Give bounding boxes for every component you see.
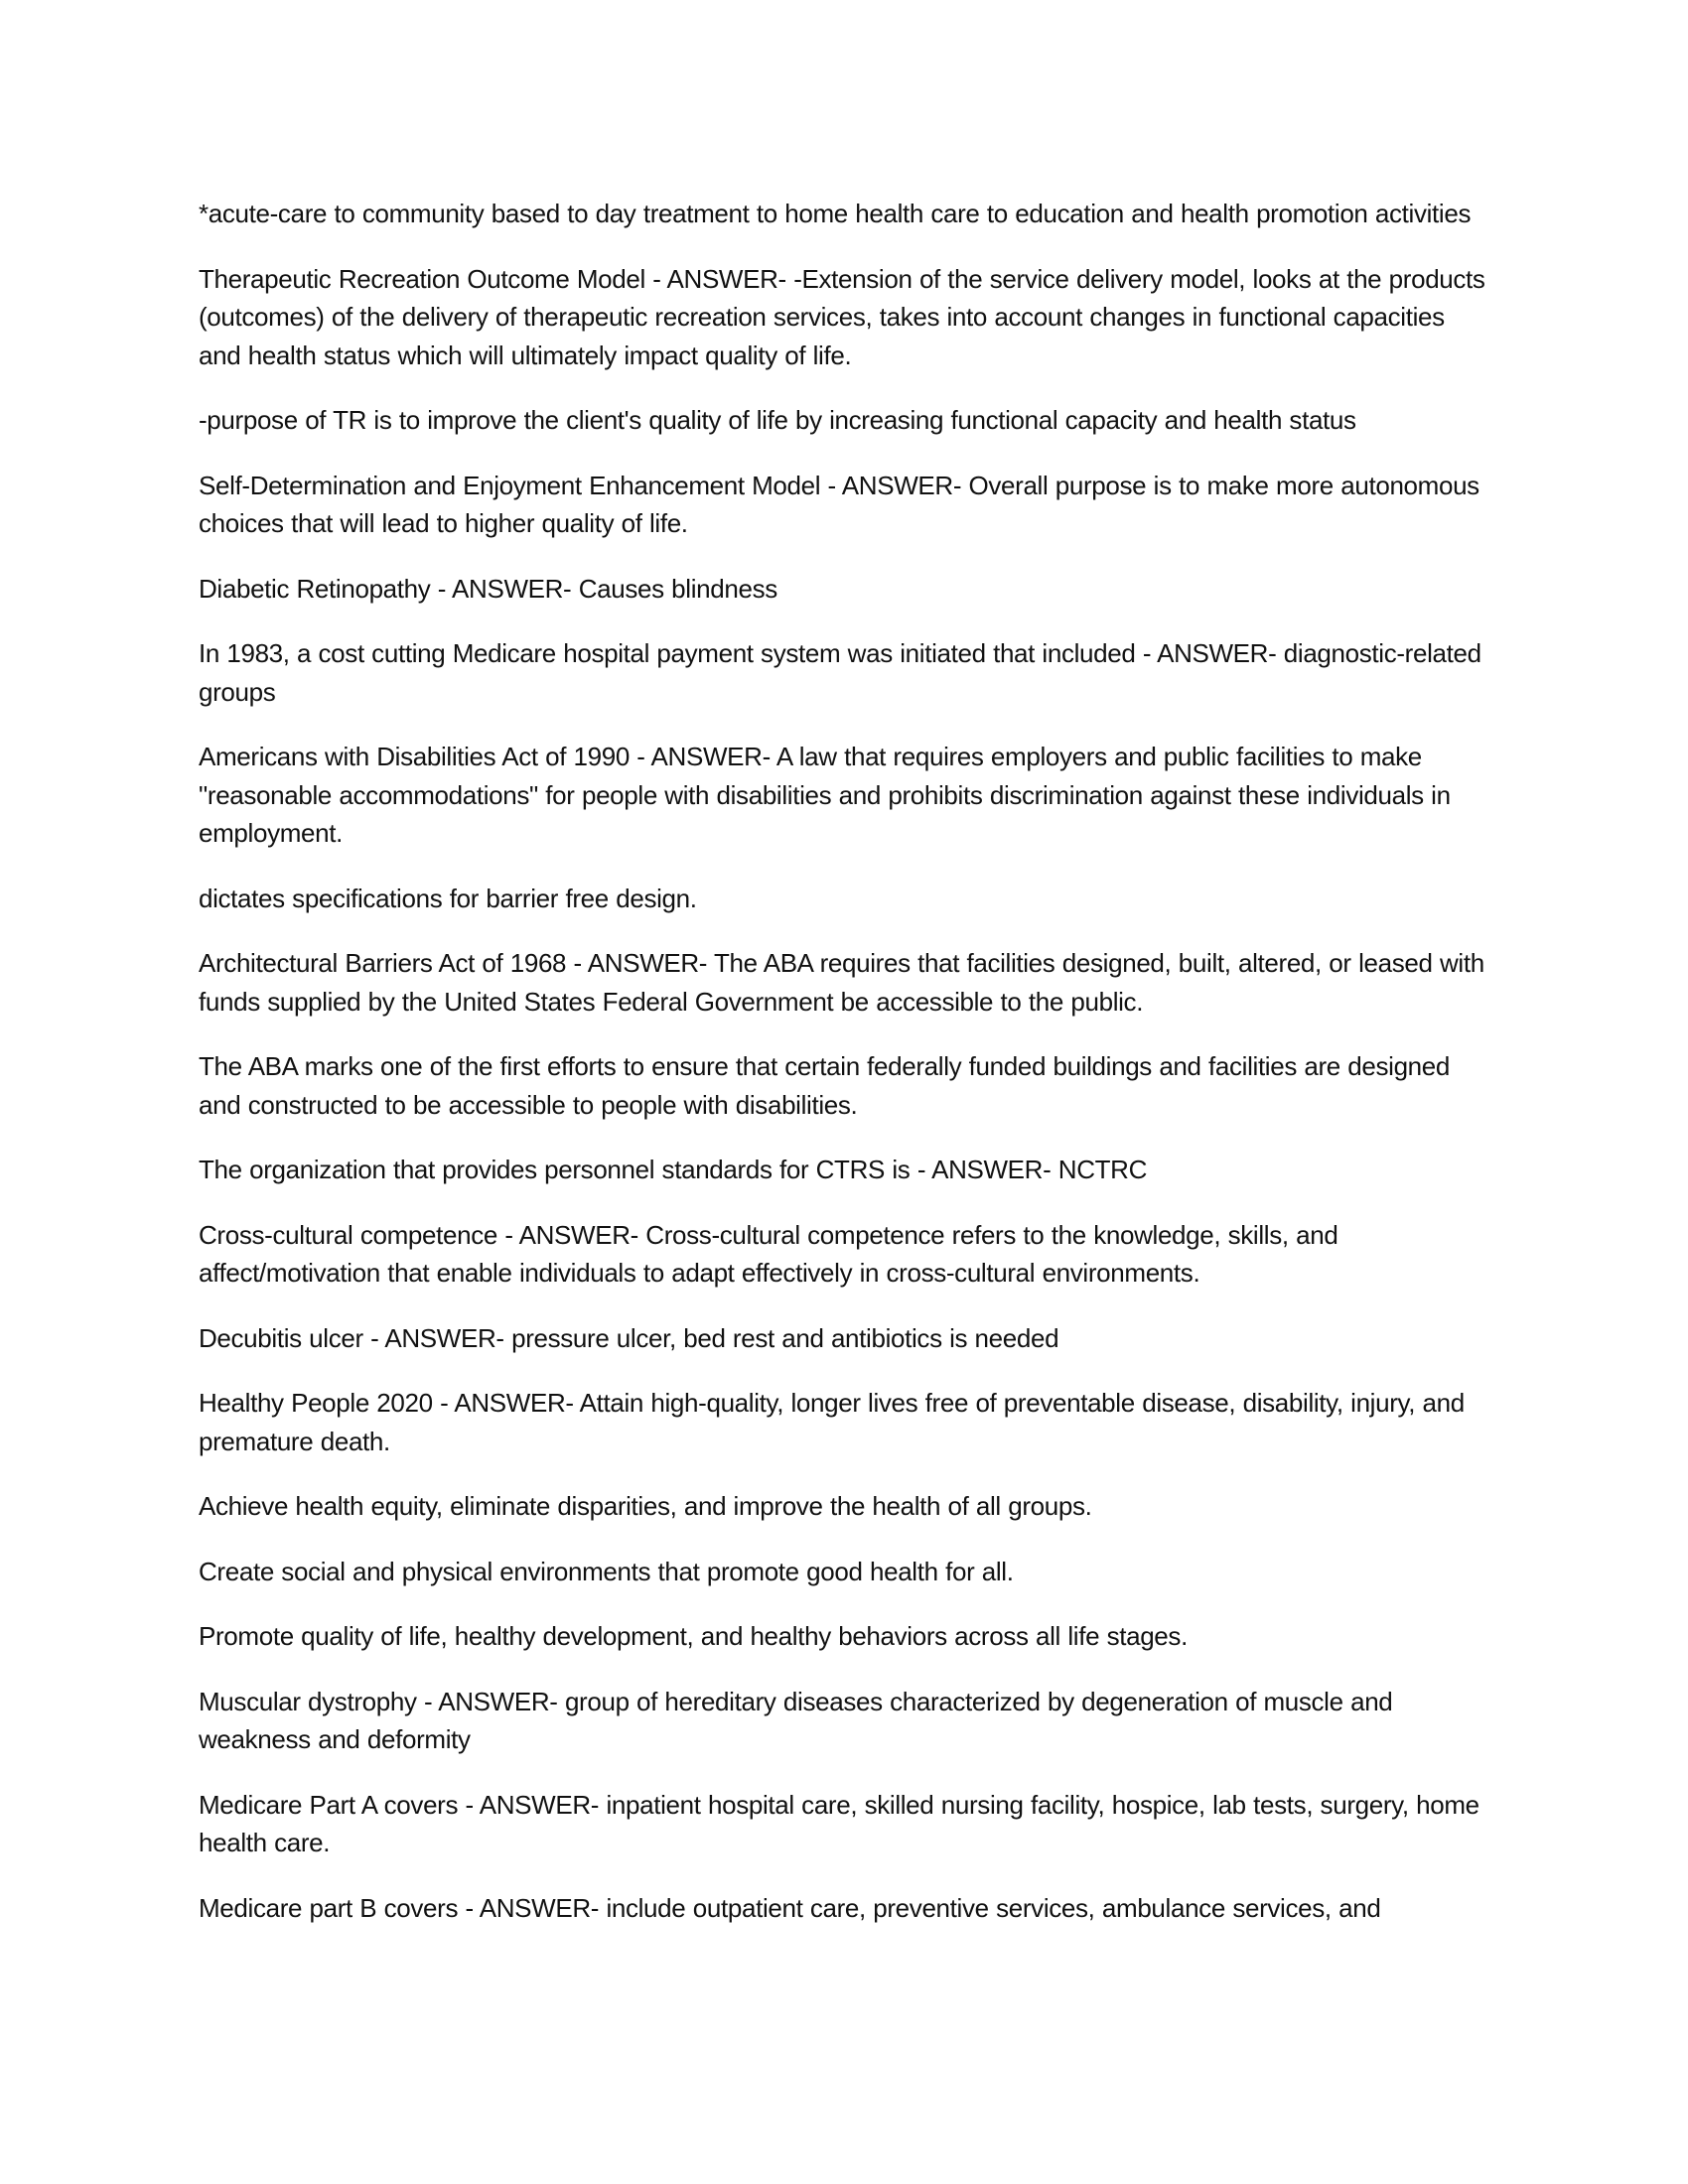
paragraph-tr-purpose: -purpose of TR is to improve the client's quality of life by increasing functional capacity and health status xyxy=(199,405,1356,435)
paragraph-tr-outcome-model: Therapeutic Recreation Outcome Model - ANSWER- -Extension of the service delivery model, looks at the products (outcomes) of the delivery of therapeutic recreation services, takes into account changes in functional capacities and health status which will ultimately impact quality of life. xyxy=(199,263,1485,370)
paragraph-medicare-1983: In 1983, a cost cutting Medicare hospital payment system was initiated that included - ANSWER- diagnostic-related groups xyxy=(199,638,1481,707)
paragraph-aba-efforts: The ABA marks one of the first efforts to ensure that certain federally funded buildings and facilities are designed and constructed to be accessible to people with disabilities. xyxy=(199,1051,1451,1120)
paragraph-muscular-dystrophy: Muscular dystrophy - ANSWER- group of hereditary diseases characterized by degeneration of muscle and weakness and deformity xyxy=(199,1686,1393,1754)
paragraph-aba-1968: Architectural Barriers Act of 1968 - ANSWER- The ABA requires that facilities designed, built, altered, or leased with funds supplied by the United States Federal Government be accessible to the public. xyxy=(199,948,1484,1017)
paragraph-medicare-part-a: Medicare Part A covers - ANSWER- inpatient hospital care, skilled nursing facility, hospice, lab tests, surgery, home health care. xyxy=(199,1789,1479,1857)
paragraph-care-continuum: *acute-care to community based to day treatment to home health care to education and health promotion activities xyxy=(199,199,1472,228)
paragraph-barrier-free-design: dictates specifications for barrier free design. xyxy=(199,883,697,913)
paragraph-health-equity: Achieve health equity, eliminate disparities, and improve the health of all groups. xyxy=(199,1491,1092,1521)
paragraph-quality-of-life: Promote quality of life, healthy development, and healthy behaviors across all life stages. xyxy=(199,1621,1188,1651)
paragraph-decubitis-ulcer: Decubitis ulcer - ANSWER- pressure ulcer, bed rest and antibiotics is needed xyxy=(199,1322,1059,1353)
document-body xyxy=(199,195,1489,1954)
paragraph-ada-1990: Americans with Disabilities Act of 1990 - ANSWER- A law that requires employers and public facilities to make "reasonable accommodations" for people with disabilities and prohibits discrimination against these individuals in employment. xyxy=(199,742,1451,848)
paragraph-cross-cultural-competence: Cross-cultural competence - ANSWER- Cross-cultural competence refers to the knowledge, skills, and affect/motivation that enable individuals to adapt effectively in cross-cultural environments. xyxy=(199,1219,1338,1288)
paragraph-nctrc: The organization that provides personnel standards for CTRS is - ANSWER- NCTRC xyxy=(199,1155,1148,1184)
paragraph-social-environments: Create social and physical environments that promote good health for all. xyxy=(199,1556,1014,1586)
paragraph-medicare-part-b: Medicare part B covers - ANSWER- include outpatient care, preventive services, ambulance services, and xyxy=(199,1892,1381,1923)
paragraph-self-determination-model: Self-Determination and Enjoyment Enhancement Model - ANSWER- Overall purpose is to make more autonomous choices that will lead to higher quality of life. xyxy=(199,470,1479,538)
paragraph-diabetic-retinopathy: Diabetic Retinopathy - ANSWER- Causes blindness xyxy=(199,573,777,604)
paragraph-healthy-people-2020: Healthy People 2020 - ANSWER- Attain high-quality, longer lives free of preventable disease, disability, injury, and premature death. xyxy=(199,1388,1465,1456)
